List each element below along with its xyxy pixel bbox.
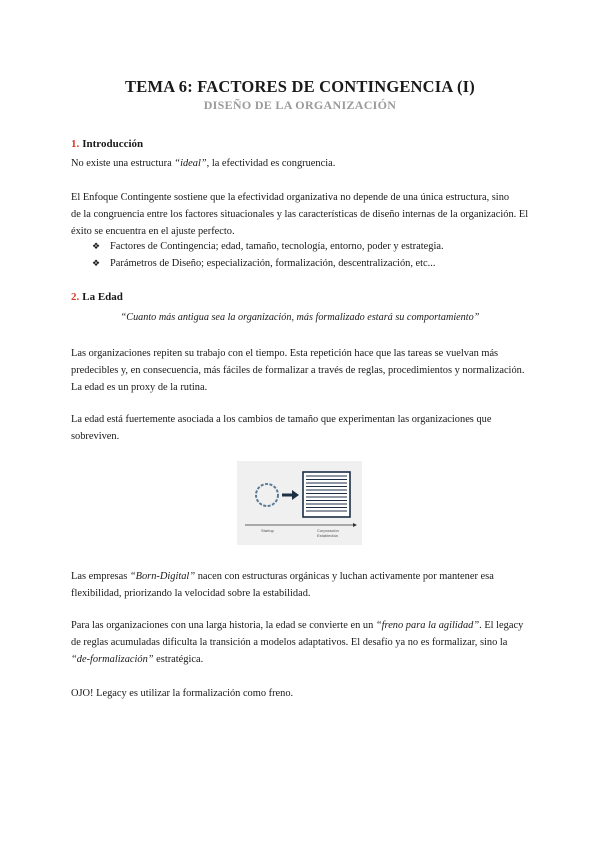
text-line: de la congruencia entre los factores situacionales y las características de diseño internas de la organización. El [71,209,529,220]
corporation-box-icon [303,472,350,517]
age-paragraph-3 [71,568,536,602]
text-emphasis: “Born-Digital” [129,571,196,582]
page-title: TEMA 6: FACTORES DE CONTINGENCIA (I) [125,77,475,96]
quote: “Cuanto más antigua sea la organización, más formalizado estará su comportamiento” [120,312,480,323]
list-item [92,239,542,256]
text-line: de reglas acumuladas dificulta la transición a modelos adaptativos. El desafío ya no es formalizar, sino la [71,637,508,648]
text-line: La edad es un proxy de la rutina. [71,382,208,393]
age-paragraph-2 [71,411,536,445]
text-line [71,651,536,668]
list-item-text: Factores de Contingencia; edad, tamaño, tecnología, entorno, poder y estrategia. [110,241,444,252]
age-paragraph-5: OJO! Legacy es utilizar la formalización como freno. [71,688,294,699]
text-line: sobreviven. [71,431,120,442]
time-axis-arrowhead [353,523,357,527]
figure-label-corporation-1: Corporación [317,528,339,533]
figure-label-corporation-2: Establecida [317,533,338,538]
text-line [71,617,536,634]
page-subtitle: DISEÑO DE LA ORGANIZACIÓN [203,98,397,112]
section-2-heading [71,291,123,303]
text-line: La edad está fuertemente asociada a los cambios de tamaño que experimentan las organizaciones que [71,414,492,425]
startup-circle-icon [256,484,278,506]
text-line: El Enfoque Contingente sostiene que la efectividad organizativa no depende de una única estructura, sino [71,192,510,203]
list-item-text: Parámetros de Diseño; especialización, formalización, descentralización, etc... [110,257,436,269]
text-run: No existe una estructura [71,158,175,169]
age-figure [237,461,362,545]
text-emphasis: “ideal” [174,158,207,169]
text-line: flexibilidad, priorizando la velocidad sobre la estabilidad. [71,588,311,599]
text-line: predecibles y, en consecuencia, más fáciles de formalizar a través de reglas, procedimientos y normalización. [71,365,525,376]
section-1-number: 1. [71,138,80,150]
text-emphasis: “de-formalización” [71,654,154,665]
text-emphasis: “freno para la agilidad” [375,620,480,631]
bullet-list [92,239,542,272]
text-line: Las organizaciones repiten su trabajo con el tiempo. Esta repetición hace que las tareas se vuelvan más [71,348,499,359]
text-run: Para las organizaciones con una larga historia, la edad se convierte en un [71,620,376,631]
diamond-bullet-icon: ❖ [92,242,101,252]
section-2-title: La Edad [82,291,123,303]
section-1-heading [71,138,143,150]
section-1-title: Introducción [82,138,144,150]
intro-paragraph-2 [71,189,536,240]
text-run: Las empresas [71,571,130,582]
age-paragraph-4 [71,617,536,668]
transition-arrow-head [292,490,299,500]
text-line: éxito se encuentra en el ajuste perfecto. [71,226,235,237]
age-paragraph-1 [71,345,536,396]
text-run: estratégica. [153,654,204,665]
intro-paragraph-1 [71,155,536,172]
diamond-bullet-icon: ❖ [92,258,101,269]
text-run: . El legacy [479,620,524,631]
section-2-number: 2. [71,291,80,303]
text-run: nacen con estructuras orgánicas y luchan activamente por mantener esa [195,571,494,582]
text-run: , la efectividad es congruencia. [206,158,336,169]
text-line [71,568,536,585]
figure-label-startup: Startup [261,528,274,533]
list-item [92,256,542,273]
